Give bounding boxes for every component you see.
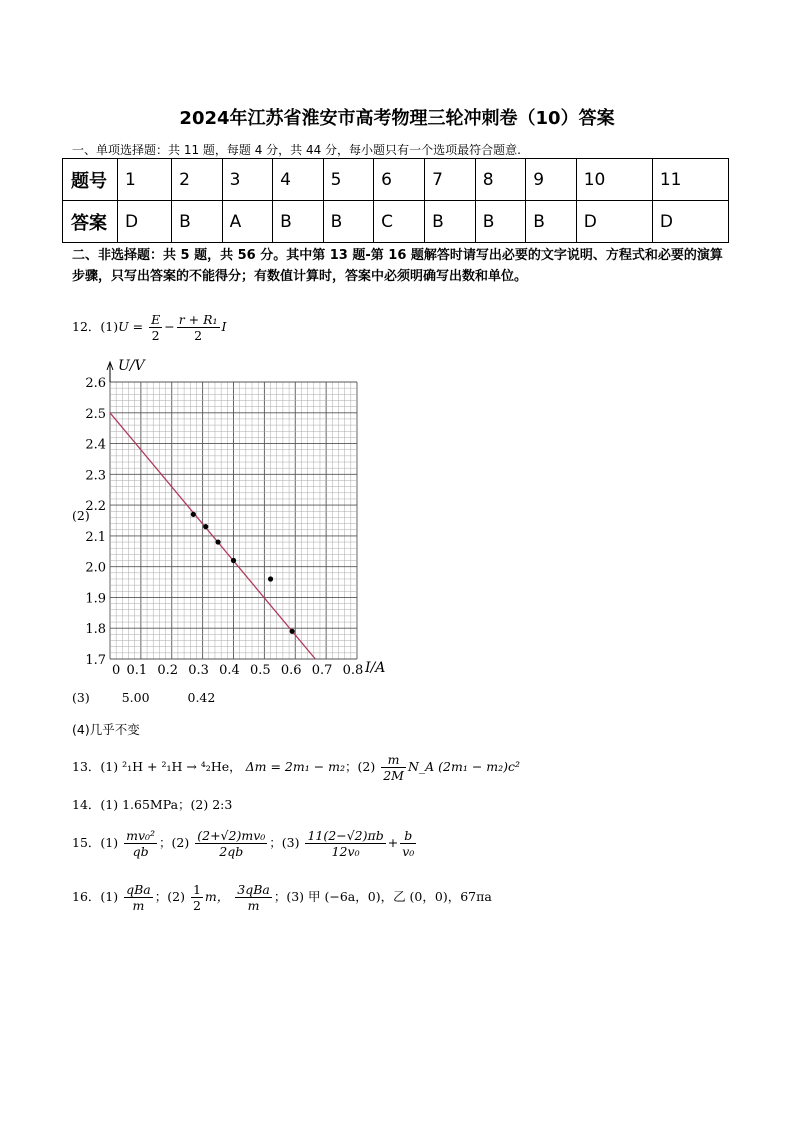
chart-grid (107, 362, 357, 659)
q16-answer (72, 882, 492, 913)
page-title: 2024年江苏省淮安市高考物理三轮冲刺卷（10）答案 (179, 108, 615, 129)
question-number: 9 (526, 159, 577, 201)
question-number: 10 (576, 159, 652, 201)
answer-cell: D (118, 201, 172, 243)
section1-intro: 一、单项选择题：共 11 题，每题 4 分，共 44 分，每小题只有一个选项最符合题意. (72, 143, 521, 157)
q12-prefix: 12．(1) (72, 319, 119, 334)
question-number: 8 (475, 159, 526, 201)
q14-answer: 14．(1) 1.65MPa；(2) 2:3 (72, 797, 233, 812)
q12-part3-value1: 5.00 (121, 690, 150, 705)
x-axis-label: I/A (365, 660, 386, 676)
x-tick-label: 0.1 (126, 663, 148, 678)
answer-cell: B (273, 201, 324, 243)
answer-cell: D (652, 201, 728, 243)
row-label-question: 题号 (63, 159, 118, 201)
q15-answer (72, 828, 418, 859)
question-number: 7 (425, 159, 476, 201)
q13-reaction: ²₁H + ²₁H → ⁴₂He， (122, 759, 242, 774)
q13-mass-defect: Δm = 2m₁ − m₂ (245, 759, 346, 774)
data-point (231, 558, 236, 563)
question-number: 3 (222, 159, 272, 201)
frac-numerator: (2+√2)mv₀ (197, 828, 266, 843)
data-point (268, 576, 273, 581)
x-tick-label: 0.6 (280, 663, 302, 678)
q15-frac4 (400, 828, 416, 859)
q12-frac-e (149, 312, 162, 343)
question-number: 4 (273, 159, 324, 201)
q15-frac2 (195, 828, 267, 859)
q13-separator: ；(2) (345, 759, 376, 774)
q12-part3-label: (3) (72, 690, 90, 705)
answer-cell: B (526, 201, 577, 243)
frac-denominator: qb (132, 844, 149, 859)
answer-cell: B (323, 201, 374, 243)
y-tick-label: 2.6 (85, 376, 106, 391)
data-point (203, 524, 208, 529)
frac-numerator: E (151, 312, 161, 327)
q16-tail: ；(3) 甲 (−6a，0)，乙 (0，0)，67πa (273, 889, 492, 904)
frac-denominator: 2qb (219, 844, 244, 859)
x-tick-label: 0.5 (250, 663, 271, 678)
y-tick-label: 2.1 (85, 529, 106, 545)
x-tick-label: 0.4 (219, 663, 240, 678)
question-number: 11 (652, 159, 728, 201)
q13-answer (72, 752, 520, 783)
frac-numerator: 11(2−√2)πb (307, 828, 384, 843)
q16-prefix: 16．(1) (72, 889, 119, 904)
answer-cell: B (172, 201, 223, 243)
q16-frac1 (124, 882, 153, 913)
frac-numerator: r + R₁ (178, 312, 218, 327)
q15-sep1: ；(2) (159, 835, 190, 850)
q13-prefix: 13．(1) (72, 759, 119, 774)
frac-denominator: 2 (192, 898, 201, 913)
y-tick-label: 2.4 (85, 437, 106, 453)
frac-numerator: 3qBa (237, 882, 270, 897)
answer-cell: A (222, 201, 272, 243)
q12-part1 (72, 312, 226, 343)
frac-denominator: m (132, 898, 145, 913)
chart-ticks (85, 376, 363, 678)
answer-row (63, 201, 729, 243)
frac-denominator: v₀ (402, 844, 415, 859)
frac-denominator: 2 (194, 328, 203, 343)
q16-sep1: ；(2) (154, 889, 185, 904)
x-tick-label: 0.7 (311, 663, 333, 678)
question-number: 5 (323, 159, 374, 201)
q16-frac3 (235, 882, 272, 913)
q12-var-u: U (118, 319, 129, 334)
section2-intro: 二、非选择题：共 5 题，共 56 分。其中第 13 题-第 16 题解答时请写出必要的文字说明、方程式和必要的演算步骤，只写出答案的不能得分；有数值计算时，答案中必须明确写出数和单位。 (72, 248, 723, 284)
q13-frac (381, 752, 406, 783)
q15-prefix: 15．(1) (72, 835, 119, 850)
x-tick-label: 0.3 (188, 663, 209, 678)
q12-equals: = (128, 319, 148, 334)
q12-part3 (72, 690, 215, 705)
answer-cell: D (576, 201, 652, 243)
answer-cell: C (374, 201, 425, 243)
q12-part2-label: (2) (72, 508, 90, 523)
q15-plus: + (387, 835, 399, 850)
frac-denominator: 12v₀ (331, 844, 360, 859)
q16-mass-term: m， (204, 889, 230, 904)
frac-denominator: 2M (383, 768, 404, 783)
frac-numerator: b (400, 828, 416, 844)
q12-part4: (4)几乎不变 (72, 722, 140, 737)
x-tick-label: 0 (112, 663, 121, 678)
frac-numerator: m (381, 752, 406, 768)
answer-cell: B (425, 201, 476, 243)
q15-frac3 (305, 828, 385, 859)
y-tick-label: 2.2 (85, 499, 106, 515)
u-i-chart (80, 350, 400, 690)
question-number: 2 (172, 159, 223, 201)
q15-sep2: ；(3) (269, 835, 300, 850)
y-axis-label: U/V (118, 358, 145, 374)
data-point (290, 629, 295, 634)
q12-part3-value2: 0.42 (187, 690, 216, 705)
frac-numerator: mv₀² (126, 828, 156, 843)
answer-table (62, 158, 729, 243)
q16-frac2 (191, 882, 203, 913)
q13-energy-term: N_A (2m₁ − m₂)c² (407, 759, 521, 774)
frac-denominator: 2 (151, 328, 160, 343)
row-label-answer: 答案 (63, 201, 118, 243)
data-point (215, 539, 220, 544)
x-tick-label: 0.8 (342, 663, 364, 678)
q12-minus: − (164, 319, 175, 334)
q15-frac1 (124, 828, 157, 859)
question-number: 6 (374, 159, 425, 201)
question-number: 1 (118, 159, 172, 201)
y-tick-label: 2.3 (85, 468, 106, 484)
y-tick-label: 1.7 (85, 653, 106, 668)
y-tick-label: 1.9 (85, 591, 106, 607)
frac-numerator: qBa (126, 882, 151, 897)
answer-cell: B (475, 201, 526, 243)
frac-numerator: 1 (192, 882, 201, 897)
y-tick-label: 2.5 (85, 406, 106, 422)
q12-var-i: I (221, 319, 227, 334)
question-number-row (63, 159, 729, 201)
y-tick-label: 1.8 (85, 622, 106, 638)
x-tick-label: 0.2 (157, 663, 179, 678)
y-tick-label: 2.0 (85, 560, 106, 576)
data-point (191, 512, 196, 517)
frac-denominator: m (247, 898, 260, 913)
q12-frac-r (177, 312, 220, 343)
